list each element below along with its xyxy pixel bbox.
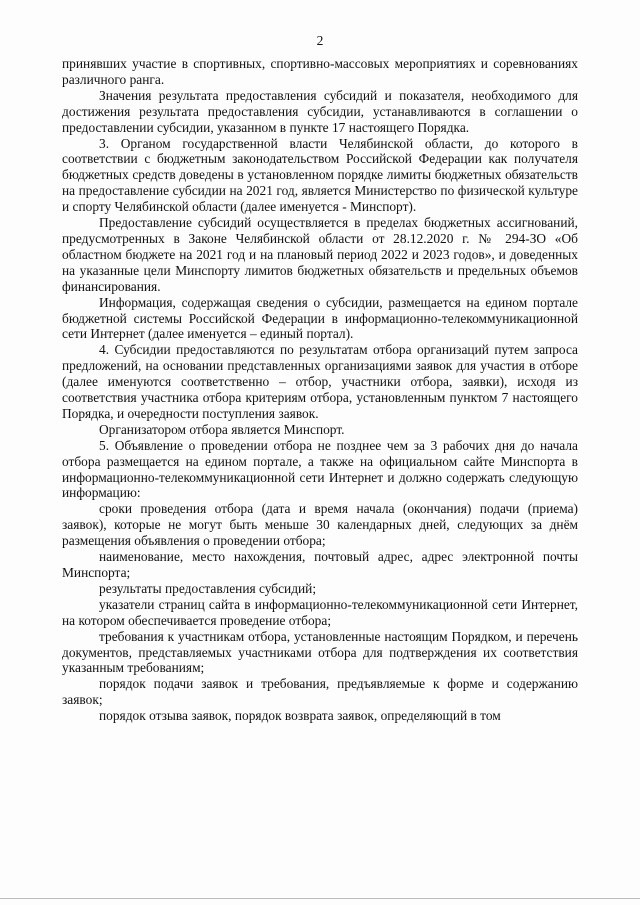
paragraph-clause-4: 4. Субсидии предоставляются по результатам отбора организаций путем запроса предложений, на основании представленных организациями заявок для участия в отборе (далее именуются соответственно – отбор, участники отбора, заявки), исходя из соответствия участника отбора критериям отбора, установленным пунктом 7 настоящего Порядка, и очередности поступления заявок.	[62, 342, 578, 421]
paragraph-clause-3: 3. Органом государственной власти Челябинской области, до которого в соответствии с бюджетным законодательством Российской Федерации как получателя бюджетных средств доведены в установленном порядке лимиты бюджетных обязательств на предоставление субсидии на 2021 год, является Министерство по физической культуре и спорту Челябинской области (далее именуется - Минспорт).	[62, 135, 578, 215]
paragraph-unified-portal: Информация, содержащая сведения о субсидии, размещается на едином портале бюджетной системы Российской Федерации в информационно-телекоммуникационной сети Интернет (далее именуется – единый портал).	[62, 294, 578, 342]
paragraph-clause-5: 5. Объявление о проведении отбора не позднее чем за 3 рабочих дня до начала отбора размещается на едином портале, а также на официальном сайте Минспорта в информационно-телекоммуникационной сети Интернет и должно содержать следующую информацию:	[62, 437, 578, 501]
list-item-withdrawal-order: порядок отзыва заявок, порядок возврата заявок, определяющий в том	[99, 708, 501, 724]
list-item-results: результаты предоставления субсидий;	[99, 580, 317, 596]
list-item-deadlines: сроки проведения отбора (дата и время начала (окончания) подачи (приема) заявок), которые не могут быть меньше 30 календарных дней, следующих за днём размещения объявления о проведении отбора;	[62, 501, 578, 549]
paragraph-budget-allocations: Предоставление субсидий осуществляется в пределах бюджетных ассигнований, предусмотренных в Законе Челябинской области от 28.12.2020 г. № 294-ЗО «Об областном бюджете на 2021 год и на плановый период 2022 и 2023 годов», и доведенных на указанные цели Минспорту лимитов бюджетных обязательств и предельных объемов финансирования.	[62, 215, 578, 294]
paragraph-continuation: принявших участие в спортивных, спортивно-массовых мероприятиях и соревнованиях различного ранга.	[62, 56, 578, 87]
list-item-requirements: требования к участникам отбора, установленные настоящим Порядком, и перечень документов, представляемых участниками отбора для подтверждения их соответствия указанным требованиям;	[62, 628, 578, 676]
document-body	[62, 56, 578, 724]
page-number: 2	[316, 33, 324, 48]
paragraph-organizer: Организатором отбора является Минспорт.	[99, 421, 345, 437]
paragraph-result-values: Значения результата предоставления субсидий и показателя, необходимого для достижения результата предоставления субсидии, устанавливаются в соглашении о предоставлении субсидии, указанном в пункте 17 настоящего Порядка.	[62, 87, 578, 135]
list-item-submission-order: порядок подачи заявок и требования, предъявляемые к форме и содержанию заявок;	[62, 676, 578, 708]
list-item-site-pages: указатели страниц сайта в информационно-телекоммуникационной сети Интернет, на котором обеспечивается проведение отбора;	[62, 596, 578, 628]
list-item-contacts: наименование, место нахождения, почтовый адрес, адрес электронной почты Минспорта;	[62, 549, 578, 580]
scan-bottom-edge	[0, 898, 640, 899]
